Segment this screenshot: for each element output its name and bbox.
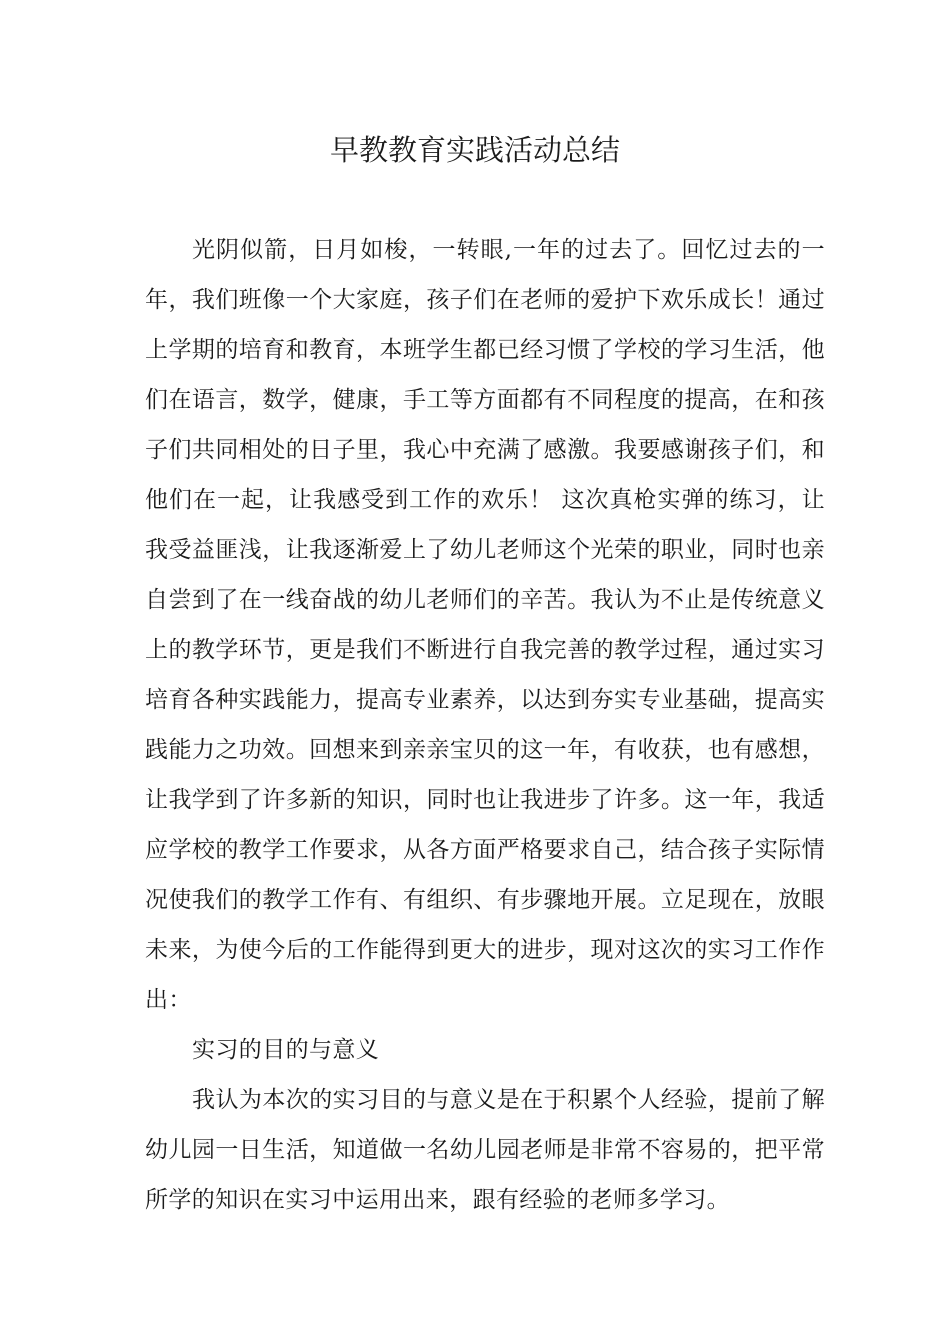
document-title: 早教教育实践活动总结 bbox=[329, 133, 620, 167]
paragraph-section-heading: 实习的目的与意义 bbox=[192, 1037, 380, 1063]
paragraph-intro: 光阴似箭，日月如梭，一转眼,一年的过去了。回忆过去的一年，我们班像一个大家庭，孩子们在老师的爱护下欢乐成长！通过上学期的培育和教育，本班学生都已经习惯了学校的学习生活，他们在语言，数学，健康，手工等方面都有不同程度的提高，在和孩子们共同相处的日子里，我心中充满了感激。我要感谢孩子们，和他们在一起，让我感受到工作的欢乐！ 这次真枪实弹的练习，让我受益匪浅，让我逐渐爱上了幼儿老师这个光荣的职业，同时也亲自尝到了在一线奋战的幼儿老师们的辛苦。我认为不止是传统意义上的教学环节，更是我们不断进行自我完善的教学过程，通过实习培育各种实践能力，提高专业素养，以达到夯实专业基础，提高实践能力之功效。回想来到亲亲宝贝的这一年，有收获，也有感想，让我学到了许多新的知识，同时也让我进步了许多。这一年，我适应学校的教学工作要求，从各方面严格要求自己，结合孩子实际情况使我们的教学工作有、有组织、有步骤地开展。立足现在，放眼未来，为使今后的工作能得到更大的进步，现对这次的实习工作作出： bbox=[145, 237, 825, 1013]
document-body bbox=[145, 225, 825, 1225]
paragraph-purpose: 我认为本次的实习目的与意义是在于积累个人经验，提前了解幼儿园一日生活，知道做一名幼儿园老师是非常不容易的，把平常所学的知识在实习中运用出来，跟有经验的老师多学习。 bbox=[145, 1087, 825, 1213]
